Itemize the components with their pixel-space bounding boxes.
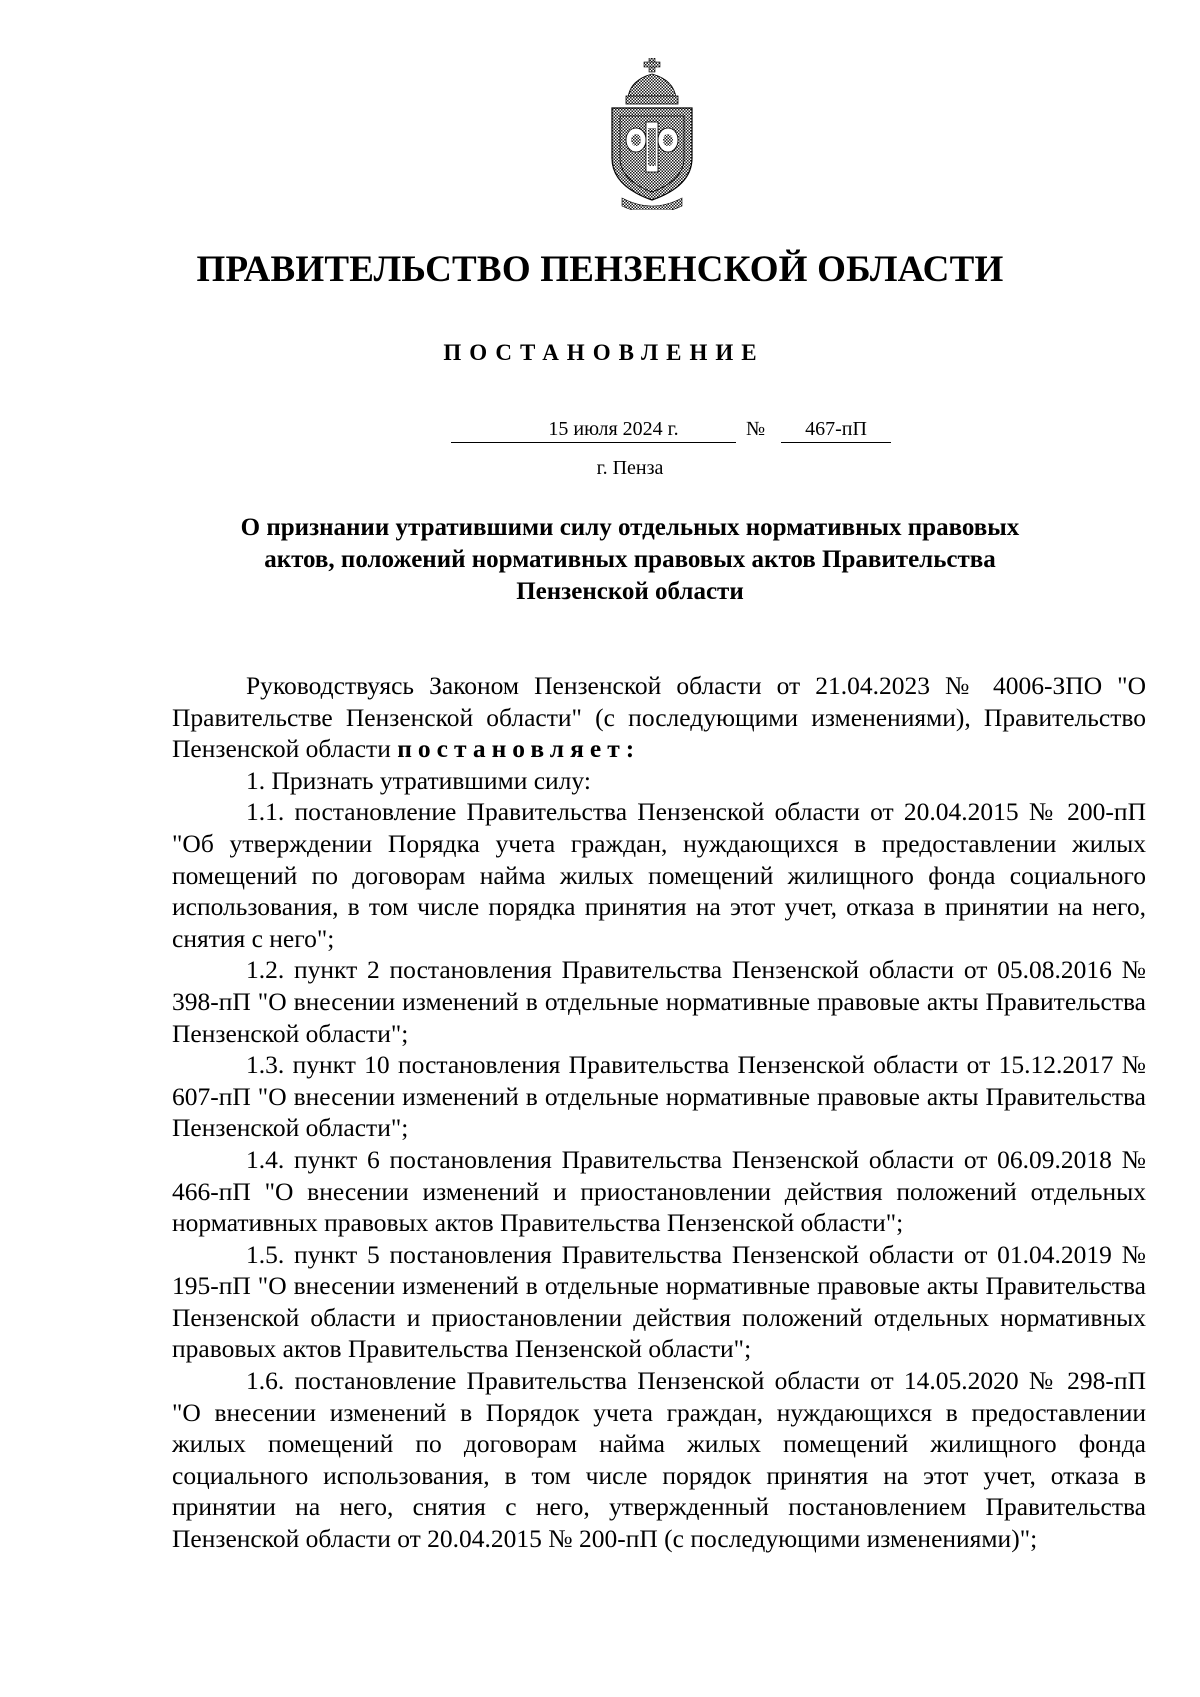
preamble-text: Руководствуясь Законом Пензенской области от 21.04.2023 № 4006-ЗПО "О Правительстве Пензенской области" (с последующими изменениями), Правительство Пензенской области	[172, 671, 1146, 764]
number-sign: №	[746, 418, 766, 440]
resolves-word: постановляет:	[397, 734, 641, 764]
list-item: 1.1. постановление Правительства Пензенской области от 20.04.2015 № 200-пП "Об утверждении Порядка учета граждан, нуждающихся в предоставлении жилых помещений по договорам найма жилых помещений жилищного фонда социального использования, в том числе порядка принятия на этот учет, отказа в принятии на него, снятия с него";	[172, 797, 1146, 953]
list-item: 1.5. пункт 5 постановления Правительства Пензенской области от 01.04.2019 № 195-пП "О внесении изменений в отдельные нормативные правовые акты Правительства Пензенской области и приостановлении действия положений отдельных нормативных правовых актов Правительства Пензенской области";	[172, 1239, 1146, 1364]
document-date: 15 июля 2024 г.	[451, 416, 736, 443]
document-body	[172, 670, 1146, 1555]
document-city: г. Пенза	[596, 457, 664, 479]
organization-title: ПРАВИТЕЛЬСТВО ПЕНЗЕНСКОЙ ОБЛАСТИ	[196, 249, 1004, 290]
list-item: 1.3. пункт 10 постановления Правительства Пензенской области от 15.12.2017 № 607-пП "О внесении изменений в отдельные нормативные правовые акты Правительства Пензенской области";	[172, 1050, 1146, 1143]
date-number-line	[451, 416, 891, 446]
preamble-paragraph	[172, 670, 1146, 765]
document-type: ПОСТАНОВЛЕНИЕ	[443, 340, 765, 365]
list-item: 1.4. пункт 6 постановления Правительства Пензенской области от 06.09.2018 № 466-пП "О внесении изменений и приостановлении действия положений отдельных нормативных правовых актов Правительства Пензенской области";	[172, 1144, 1146, 1238]
list-item: 1.6. постановление Правительства Пензенской области от 14.05.2020 № 298-пП "О внесении изменений в Порядок учета граждан, нуждающихся в предоставлении жилых помещений по договорам найма жилых помещений жилищного фонда социального использования, в том числе порядок принятия на этот учет, отказа в принятии на него, снятия с него, утвержденный постановлением Правительства Пензенской области от 20.04.2015 № 200-пП (с последующими изменениями)";	[172, 1366, 1146, 1554]
coat-of-arms-emblem-icon	[606, 58, 698, 210]
document-number: 467-пП	[781, 416, 891, 443]
list-item: 1. Признать утратившими силу:	[246, 765, 591, 795]
document-subject: О признании утратившими силу отдельных нормативных правовых актов, положений нормативных правовых актов Правительства Пензенской области	[240, 514, 1020, 605]
list-item: 1.2. пункт 2 постановления Правительства Пензенской области от 05.08.2016 № 398-пП "О внесении изменений в отдельные нормативные правовые акты Правительства Пензенской области";	[172, 955, 1146, 1048]
